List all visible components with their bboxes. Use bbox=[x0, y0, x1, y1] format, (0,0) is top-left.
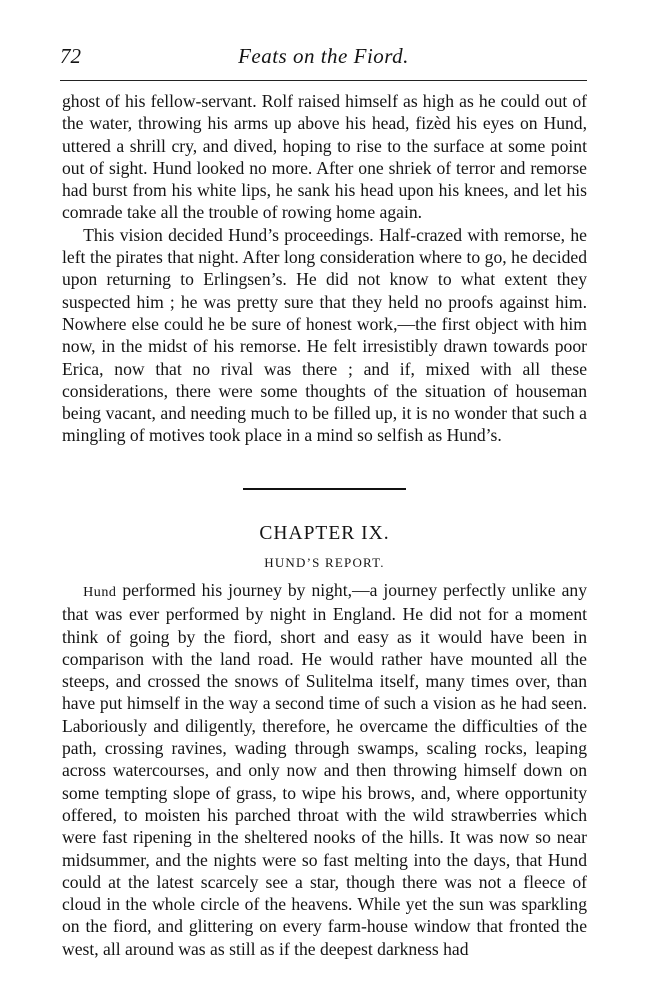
header-rule bbox=[60, 80, 587, 81]
section-divider bbox=[243, 488, 406, 490]
paragraph: This vision decided Hund’s proceedings. Half-crazed with remorse, he left the pirates that night. After long consideration where to go, he decided upon returning to Erlingsen’s. He did not know to what extent they suspected him ; he was pretty sure that they held no proofs against him. Nowhere else could he be sure of honest work,—the first object with him now, in the midst of his remorse. He felt irresistibly drawn towards poor Erica, now that no rival was there ; and if, mixed with all these considerations, there were some thoughts of the situation of houseman being vacant, and needing much to be filled up, it is no wonder that such a mingling of motives took place in a mind so selfish as Hund’s. bbox=[62, 224, 587, 446]
paragraph-body: performed his journey by night,—a journey perfectly unlike any that was ever performed by night in England. He did not for a moment think of going by the fiord, short and easy as it would have been in comparison with the land road. He would rather have mounted all the steeps, and crossed the snows of Sulitelma itself, many times over, than have put himself in the way a second time of such a vision as he had seen. Laboriously and diligently, therefore, he overcame the difficulties of the path, crossing ravines, wading through swamps, scaling rocks, leaping across watercourses, and only now and then throwing himself down on some tempting slope of grass, to wipe his brows, and, where opportunity offered, to moisten his parched throat with the wild strawberries which were fast ripening in the sheltered nooks of the hills. It was now so near midsummer, and the nights were so fast melting into the days, that Hund could at the latest scarcely see a star, though there was not a fleece of cloud in the whole circle of the heavens. While yet the sun was sparkling on the fiord, and glittering on every farm-house window that fronted the west, all around was as still as if the deepest darkness had bbox=[62, 580, 587, 959]
text-block-chapter bbox=[62, 579, 587, 960]
paragraph-continued: ghost of his fellow-servant. Rolf raised himself as high as he could out of the water, throwing his arms up above his head, fizèd his eyes on Hund, uttered a shrill cry, and dived, hoping to rise to the surface at some point out of sight. Hund looked no more. After one shriek of terror and remorse had burst from his white lips, he sank his head upon his knees, and let his comrade take all the trouble of rowing home again. bbox=[62, 91, 587, 223]
chapter-opening-paragraph bbox=[62, 579, 587, 960]
lead-word-small-caps: Hund bbox=[83, 584, 117, 600]
running-header bbox=[60, 44, 587, 78]
chapter-title: CHAPTER IX. bbox=[259, 523, 390, 544]
chapter-subtitle: HUND’S REPORT. bbox=[264, 555, 385, 570]
text-block-top bbox=[62, 90, 587, 447]
running-title: Feats on the Fiord. bbox=[238, 44, 409, 68]
page-number: 72 bbox=[60, 44, 81, 68]
